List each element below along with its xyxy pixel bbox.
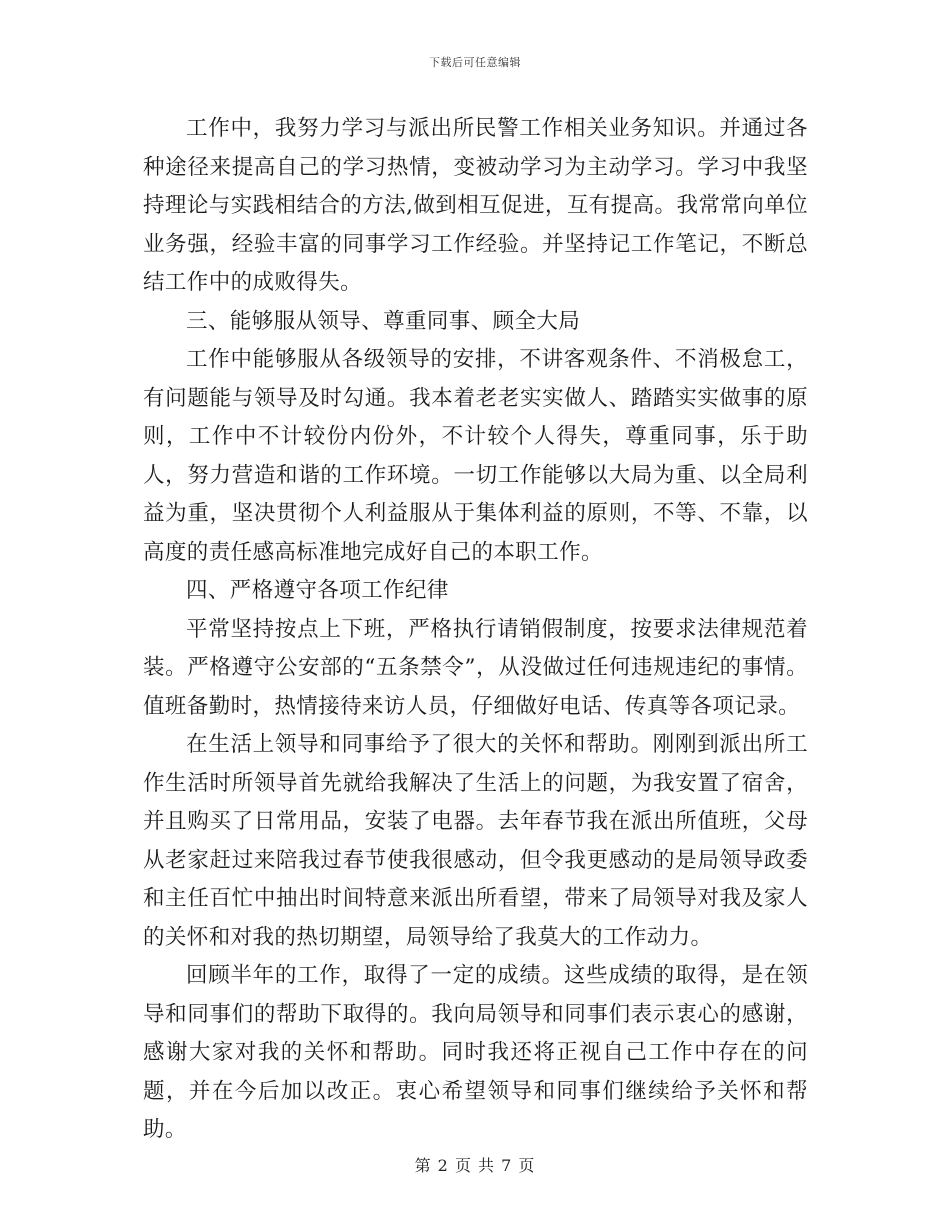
paragraph-obey-leaders: 工作中能够服从各级领导的安排，不讲客观条件、不消极怠工，有问题能与领导及时勾通。我本着老老实实做人、踏踏实实做事的原则，工作中不计较份内份外，不计较个人得失，尊重同事，乐于助人，努力营造和谐的工作环境。一切工作能够以大局为重、以全局利益为重，坚决贯彻个人利益服从于集体利益的原则，不等、不靠，以高度的责任感高标准地完成好自己的本职工作。 — [143, 347, 808, 565]
paragraph-life-care: 在生活上领导和同事给予了很大的关怀和帮助。刚刚到派出所工作生活时所领导首先就给我解决了生活上的问题，为我安置了宿舍，并且购买了日常用品，安装了电器。去年春节我在派出所值班，父母从老家赶过来陪我过春节使我很感动，但令我更感动的是局领导政委和主任百忙中抽出时间特意来派出所看望，带来了局领导对我及家人的关怀和对我的热切期望，局领导给了我莫大的工作动力。 — [143, 732, 808, 950]
section-heading-3: 三、能够服从领导、尊重同事、顾全大局 — [186, 308, 581, 334]
page-number: 第 2 页 共 7 页 — [414, 1156, 536, 1175]
paragraph-review: 回顾半年的工作，取得了一定的成绩。这些成绩的取得，是在领导和同事们的帮助下取得的。我向局领导和同事们表示衷心的感谢，感谢大家对我的关怀和帮助。同时我还将正视自己工作中存在的问题，并在今后加以改正。衷心希望领导和同事们继续给予关怀和帮助。 — [143, 963, 808, 1142]
page-header-note: 下载后可任意编辑 — [429, 56, 521, 69]
section-heading-4: 四、严格遵守各项工作纪律 — [186, 578, 449, 603]
document-body — [143, 110, 808, 1150]
paragraph-discipline: 平常坚持按点上下班，严格执行请销假制度，按要求法律规范着装。严格遵守公安部的“五条禁令”，从没做过任何违规违纪的事情。值班备勤时，热情接待来访人员，仔细做好电话、传真等各项记录。 — [143, 616, 808, 719]
paragraph-study: 工作中，我努力学习与派出所民警工作相关业务知识。并通过各种途径来提高自己的学习热情，变被动学习为主动学习。学习中我坚持理论与实践相结合的方法,做到相互促进，互有提高。我常常向单位业务强，经验丰富的同事学习工作经验。并坚持记工作笔记，不断总结工作中的成败得失。 — [143, 116, 808, 295]
